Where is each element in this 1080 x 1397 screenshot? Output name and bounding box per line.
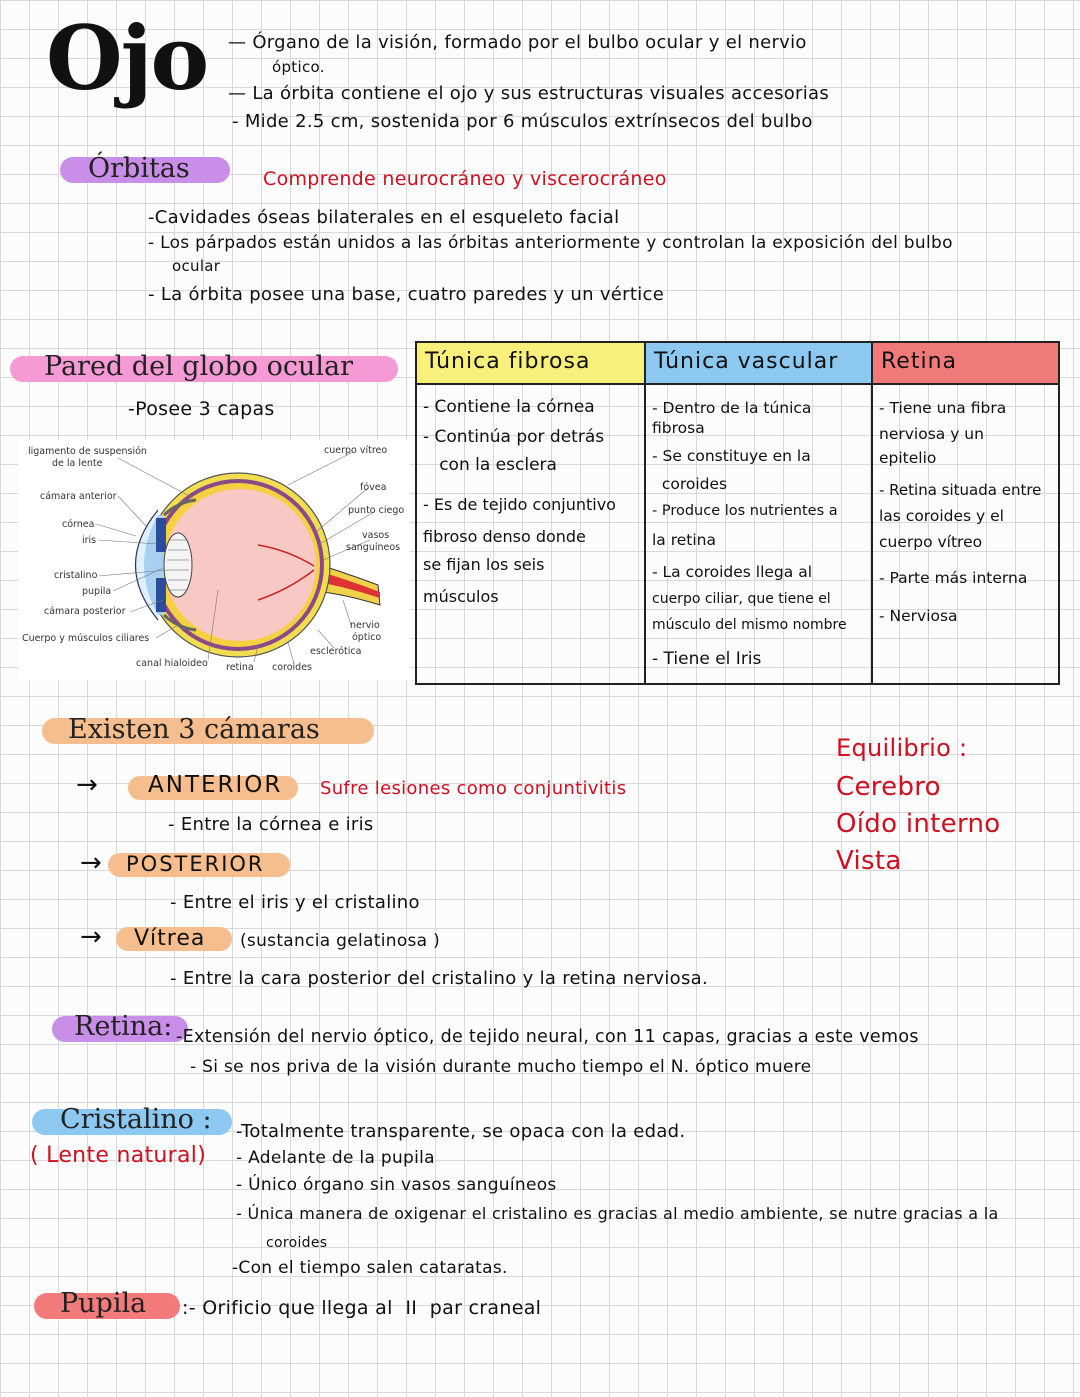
fibrosa-line-1: - Contiene la córnea bbox=[423, 397, 595, 417]
col-retina bbox=[873, 343, 1058, 683]
eye-diagram bbox=[18, 440, 410, 680]
fibrosa-line-2: - Continúa por detrás bbox=[423, 427, 605, 447]
vascular-line-1: - Dentro de la túnica bbox=[652, 399, 812, 417]
orbitas-note: Comprende neurocráneo y viscerocráneo bbox=[263, 168, 667, 190]
cristalino-line-5: coroides bbox=[266, 1235, 328, 1251]
cristalino-note: ( Lente natural) bbox=[30, 1143, 207, 1168]
label-nervio: nervio bbox=[350, 620, 380, 631]
label-retina: retina bbox=[226, 662, 254, 673]
retina-heading: Retina: bbox=[74, 1011, 173, 1042]
eye-illustration bbox=[18, 440, 410, 680]
label-sanguineos: sanguíneos bbox=[346, 542, 401, 553]
col-retina-header bbox=[873, 343, 1058, 385]
intro-line-1: — Órgano de la visión, formado por el bulbo ocular y el nervio bbox=[228, 32, 807, 53]
label-pupila: pupila bbox=[82, 586, 112, 597]
cristalino-heading: Cristalino : bbox=[60, 1104, 212, 1135]
intro-line-4: - Mide 2.5 cm, sostenida por 6 músculos extrínsecos del bulbo bbox=[232, 111, 813, 132]
anterior-desc: - Entre la córnea e iris bbox=[168, 814, 374, 835]
anterior-label: ANTERIOR bbox=[148, 772, 283, 798]
label-iris: iris bbox=[82, 535, 97, 546]
vascular-line-10: - Tiene el Iris bbox=[652, 649, 762, 669]
cristalino-line-1: -Totalmente transparente, se opaca con la edad. bbox=[236, 1121, 686, 1142]
camaras-heading: Existen 3 cámaras bbox=[68, 714, 320, 745]
label-optico: óptico bbox=[352, 632, 382, 643]
retina-line-2: - Si se nos priva de la visión durante mucho tiempo el N. óptico muere bbox=[190, 1057, 812, 1077]
fibrosa-line-7: se fijan los seis bbox=[423, 555, 545, 574]
cristalino-line-4: - Única manera de oxigenar el cristalino es gracias al medio ambiente, se nutre gracias a la bbox=[236, 1204, 999, 1223]
equilibrio-item-2: Oído interno bbox=[836, 809, 1001, 839]
equilibrio-item-1: Cerebro bbox=[836, 772, 941, 802]
retina-col-line-3: epitelio bbox=[879, 449, 937, 467]
pared-sub: -Posee 3 capas bbox=[128, 398, 275, 420]
retina-col-line-5: las coroides y el bbox=[879, 507, 1004, 525]
anterior-note: Sufre lesiones como conjuntivitis bbox=[320, 778, 627, 799]
vitrea-label: Vítrea bbox=[134, 926, 206, 951]
col-fibrosa bbox=[417, 343, 646, 683]
pared-heading: Pared del globo ocular bbox=[44, 351, 353, 382]
label-cuerpo-musculos: Cuerpo y músculos ciliares bbox=[22, 633, 150, 644]
retina-col-line-2: nerviosa y un bbox=[879, 425, 984, 443]
cristalino-line-2: - Adelante de la pupila bbox=[236, 1148, 435, 1168]
arrow-vitrea: → bbox=[80, 922, 103, 952]
label-cornea: córnea bbox=[62, 519, 95, 530]
retina-col-line-8: - Nerviosa bbox=[879, 607, 958, 625]
vascular-line-5: - Produce los nutrientes a bbox=[652, 503, 838, 519]
vascular-line-2: fibrosa bbox=[652, 419, 705, 437]
label-ligamento-2: de la lente bbox=[52, 458, 103, 469]
cristalino-line-3: - Único órgano sin vasos sanguíneos bbox=[236, 1175, 557, 1195]
col-fibrosa-title: Túnica fibrosa bbox=[425, 349, 591, 374]
fibrosa-line-6: fibroso denso donde bbox=[423, 527, 586, 546]
vitrea-desc: - Entre la cara posterior del cristalino y la retina nerviosa. bbox=[170, 968, 709, 989]
label-cuerpo-vitreo: cuerpo vítreo bbox=[324, 445, 388, 456]
fibrosa-line-3: con la esclera bbox=[423, 455, 557, 475]
col-retina-title: Retina bbox=[881, 349, 957, 374]
retina-line-1: -Extensión del nervio óptico, de tejido neural, con 11 capas, gracias a este vemos bbox=[176, 1027, 919, 1047]
vascular-line-4: coroides bbox=[652, 475, 728, 493]
layers-table bbox=[415, 341, 1060, 685]
label-vasos: vasos bbox=[362, 530, 390, 541]
vascular-line-8: cuerpo ciliar, que tiene el bbox=[652, 591, 831, 607]
fibrosa-line-8: músculos bbox=[423, 587, 499, 606]
retina-col-line-6: cuerpo vítreo bbox=[879, 533, 983, 551]
vascular-line-3: - Se constituye en la bbox=[652, 447, 811, 465]
col-vascular-title: Túnica vascular bbox=[654, 349, 839, 374]
intro-line-2: óptico. bbox=[272, 58, 325, 76]
orbitas-line-4: - La órbita posee una base, cuatro paredes y un vértice bbox=[148, 284, 665, 305]
orbitas-line-3: ocular bbox=[172, 257, 221, 275]
orbitas-line-1: -Cavidades óseas bilaterales en el esqueleto facial bbox=[148, 207, 620, 228]
vascular-line-7: - La coroides llega al bbox=[652, 563, 813, 581]
retina-col-line-7: - Parte más interna bbox=[879, 569, 1028, 587]
col-vascular bbox=[646, 343, 873, 683]
fibrosa-line-5: - Es de tejido conjuntivo bbox=[423, 495, 616, 514]
equilibrio-item-3: Vista bbox=[836, 846, 902, 876]
orbitas-line-2: - Los párpados están unidos a las órbitas anteriormente y controlan la exposición del bulbo bbox=[148, 233, 953, 253]
pupila-line: :- Orificio que llega al II par craneal bbox=[182, 1297, 542, 1319]
col-fibrosa-header bbox=[417, 343, 644, 385]
label-coroides: coroides bbox=[272, 662, 313, 673]
label-camara-posterior: cámara posterior bbox=[44, 606, 126, 617]
orbitas-heading: Órbitas bbox=[88, 153, 190, 184]
posterior-label: POSTERIOR bbox=[126, 852, 265, 876]
label-canal: canal hialoideo bbox=[136, 658, 208, 669]
col-vascular-header bbox=[646, 343, 871, 385]
label-punto-ciego: punto ciego bbox=[348, 505, 405, 516]
label-cristalino: cristalino bbox=[54, 570, 98, 581]
label-camara-anterior: cámara anterior bbox=[40, 491, 117, 502]
pupila-heading: Pupila bbox=[60, 1288, 147, 1319]
label-fovea: fóvea bbox=[360, 482, 387, 493]
retina-col-line-4: - Retina situada entre bbox=[879, 481, 1042, 499]
cristalino-line-6: -Con el tiempo salen cataratas. bbox=[232, 1258, 508, 1278]
vascular-line-9: músculo del mismo nombre bbox=[652, 617, 847, 633]
posterior-desc: - Entre el iris y el cristalino bbox=[170, 892, 420, 913]
label-ligamento: ligamento de suspensión bbox=[28, 446, 147, 457]
arrow-posterior: → bbox=[80, 848, 103, 878]
intro-line-3: — La órbita contiene el ojo y sus estructuras visuales accesorias bbox=[228, 83, 830, 104]
label-esclerotica: esclerótica bbox=[310, 646, 362, 657]
page-title: Ojo bbox=[46, 6, 208, 110]
vitrea-note: (sustancia gelatinosa ) bbox=[240, 931, 441, 951]
vascular-line-6: la retina bbox=[652, 531, 717, 549]
equilibrio-title: Equilibrio : bbox=[836, 734, 968, 762]
retina-col-line-1: - Tiene una fibra bbox=[879, 399, 1007, 417]
arrow-anterior: → bbox=[76, 770, 99, 800]
